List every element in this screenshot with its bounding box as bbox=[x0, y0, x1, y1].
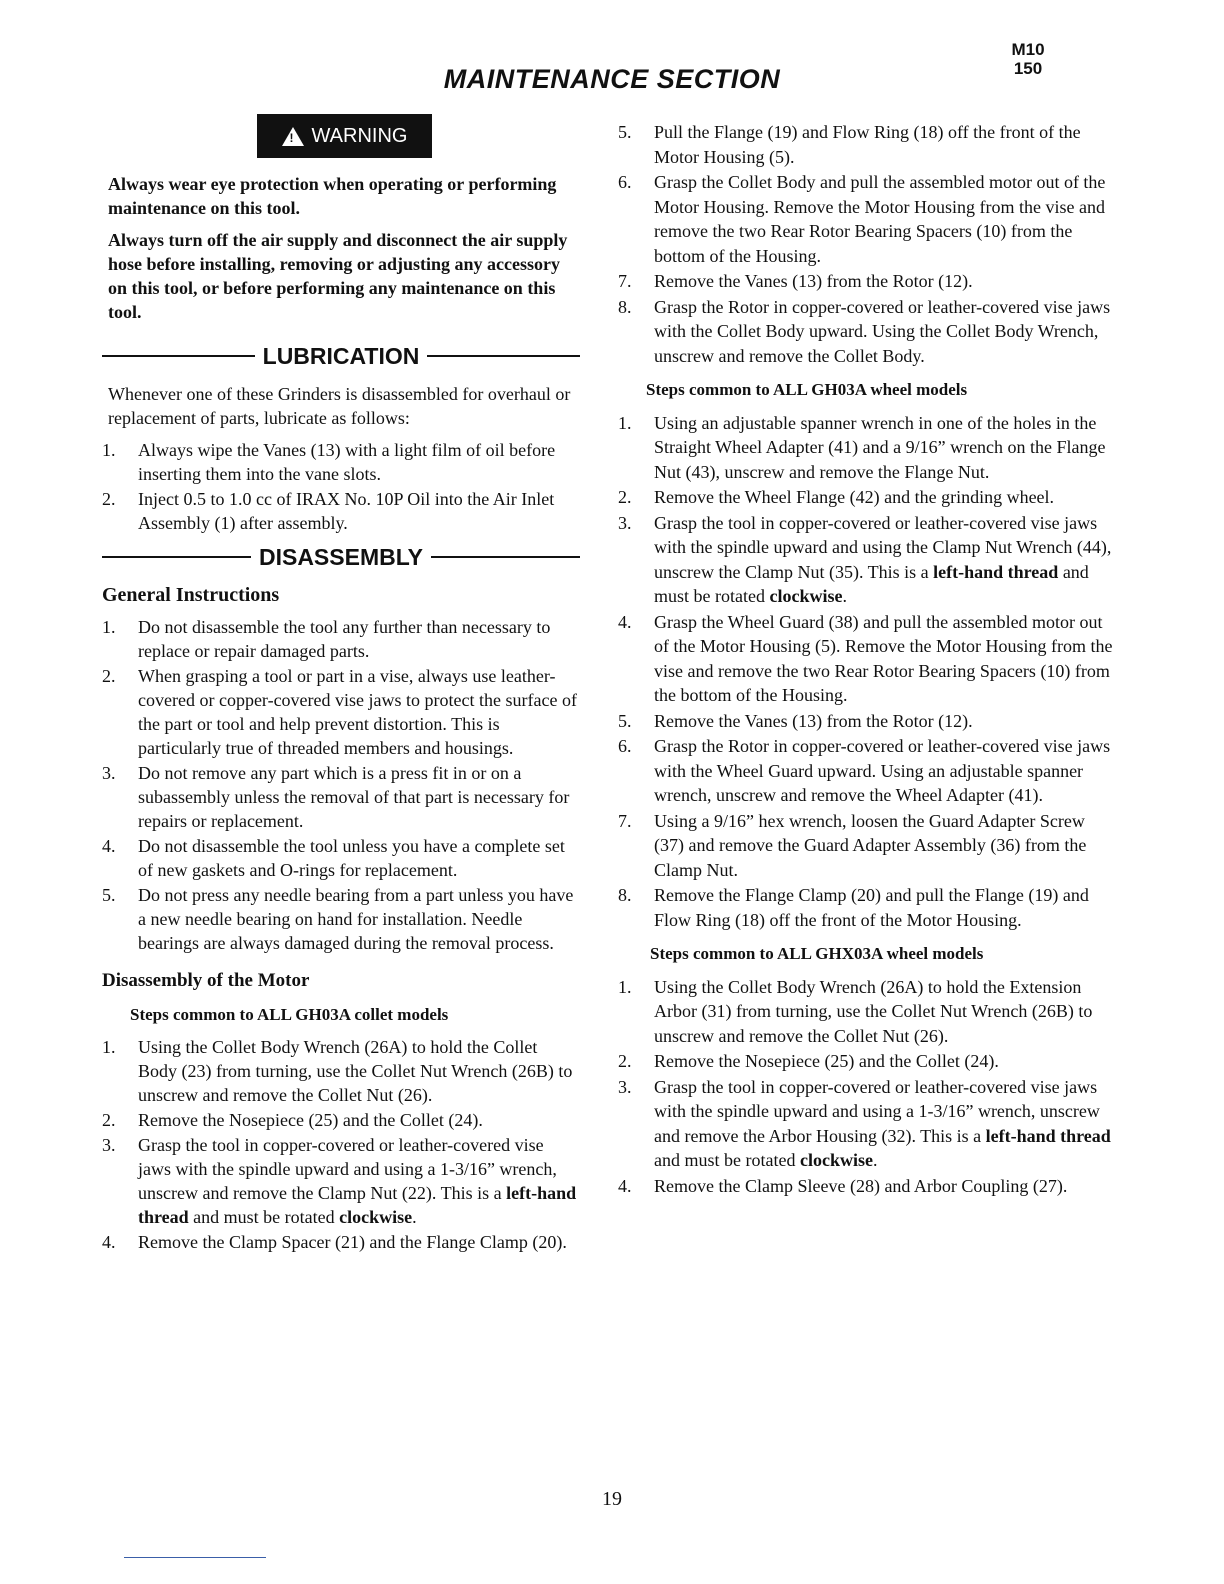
step-number: 2. bbox=[102, 1110, 116, 1130]
step-text: When grasping a tool or part in a vise, always use leather-covered or copper-covered vise jaws to protect the surface of the part or tool and help prevent distortion. This is particularly true of threaded members and housings. bbox=[138, 666, 577, 758]
ghx-wheel-models-heading: Steps common to ALL GHX03A wheel models bbox=[650, 944, 984, 963]
step-number: 8. bbox=[618, 296, 632, 317]
step-number: 4. bbox=[102, 1232, 116, 1252]
step-number: 5. bbox=[618, 122, 632, 142]
step-text-part: and must be rotated bbox=[188, 1207, 340, 1227]
step-number: 3. bbox=[102, 1135, 116, 1155]
step-text: Remove the Vanes (13) from the Rotor (12). bbox=[654, 710, 973, 731]
warning-label: WARNING bbox=[311, 125, 408, 147]
list-item bbox=[618, 734, 1118, 808]
collet-model-steps-continued bbox=[618, 120, 1118, 368]
step-text: Grasp the Rotor in copper-covered or leather-covered vise jaws with the Wheel Guard upward. Using an adjustable spanner wrench, unscrew and remove the Wheel Adapter (41). bbox=[654, 736, 1111, 805]
step-number: 2. bbox=[618, 1051, 632, 1071]
ghx-wheel-model-steps bbox=[618, 975, 1118, 1199]
warning-badge bbox=[257, 114, 432, 158]
step-number: 1. bbox=[102, 617, 116, 637]
step-number: 4. bbox=[618, 611, 632, 632]
section-title: MAINTENANCE SECTION bbox=[443, 64, 781, 94]
step-text: Using an adjustable spanner wrench in one of the holes in the Straight Wheel Adapter (41) and a 9/16” wrench on the Flange Nut (43), unscrew and remove the Flange Nut. bbox=[654, 412, 1106, 482]
step-text-part: . bbox=[842, 586, 847, 606]
list-item bbox=[618, 1049, 1118, 1074]
step-text: Using a 9/16” hex wrench, loosen the Guard Adapter Screw (37) and remove the Guard Adapter Assembly (36) from the Clamp Nut. bbox=[654, 810, 1087, 880]
step-text-part: Grasp the tool in copper-covered or leather-covered vise jaws with the spindle upward and using a 1-3/16” wrench, unscrew and remove the Arbor Housing (32). This is a bbox=[654, 1076, 1100, 1146]
warning-text-air-supply: Always turn off the air supply and disconnect the air supply hose before installing, removing or adjusting any accessory on this tool, or before performing any maintenance on this tool. bbox=[108, 230, 568, 322]
warning-text-eye-protection: Always wear eye protection when operating or performing maintenance on this tool. bbox=[108, 174, 557, 218]
step-number: 2. bbox=[102, 489, 116, 509]
step-number: 6. bbox=[618, 172, 632, 192]
list-item bbox=[618, 809, 1118, 883]
list-item bbox=[102, 883, 580, 955]
lubrication-steps bbox=[102, 438, 580, 535]
step-text: Using the Collet Body Wrench (26A) to hold the Extension Arbor (31) from turning, use the Collet Nut Wrench (26B) to unscrew and remove the Collet Nut (26). bbox=[654, 976, 1093, 1046]
list-item bbox=[618, 511, 1118, 609]
step-number: 1. bbox=[102, 1037, 116, 1057]
warning-triangle-icon: ! bbox=[282, 127, 304, 146]
emphasis-clockwise: clockwise bbox=[339, 1207, 413, 1227]
step-number: 1. bbox=[618, 976, 632, 997]
step-text-part: and must be rotated bbox=[654, 561, 1089, 606]
lubrication-heading-label: LUBRICATION bbox=[262, 343, 420, 369]
step-number: 1. bbox=[102, 440, 116, 460]
step-text-part: . bbox=[412, 1207, 417, 1227]
step-number: 2. bbox=[102, 666, 116, 686]
step-number: 3. bbox=[618, 512, 632, 533]
model-line-2: 150 bbox=[1013, 59, 1043, 78]
footer-divider bbox=[124, 1557, 266, 1558]
list-item bbox=[102, 1035, 580, 1107]
emphasis-left-hand-thread: left-hand thread bbox=[138, 1183, 577, 1227]
page-number: 19 bbox=[602, 1488, 622, 1510]
lubrication-intro: Whenever one of these Grinders is disassembled for overhaul or replacement of parts, lubricate as follows: bbox=[108, 384, 571, 428]
list-item bbox=[102, 761, 580, 833]
list-item bbox=[618, 295, 1118, 369]
step-number: 3. bbox=[618, 1076, 632, 1097]
step-text: Remove the Clamp Sleeve (28) and Arbor Coupling (27). bbox=[654, 1175, 1068, 1196]
heading-rule-right bbox=[427, 355, 580, 357]
step-text: Do not press any needle bearing from a part unless you have a new needle bearing on hand for installation. Needle bearings are always damaged during the removal process. bbox=[138, 885, 574, 953]
step-text: Remove the Nosepiece (25) and the Collet (24). bbox=[138, 1110, 483, 1130]
step-number: 7. bbox=[618, 271, 632, 291]
step-text: Always wipe the Vanes (13) with a light film of oil before inserting them into the vane slots. bbox=[138, 440, 556, 484]
list-item bbox=[102, 664, 580, 760]
step-number: 6. bbox=[618, 736, 632, 756]
step-text bbox=[138, 1133, 580, 1229]
step-text-part: and must be rotated bbox=[654, 1150, 800, 1170]
list-item bbox=[102, 1133, 580, 1229]
heading-rule-right bbox=[431, 556, 580, 558]
step-text: Remove the Nosepiece (25) and the Collet (24). bbox=[654, 1051, 999, 1071]
step-number: 5. bbox=[618, 710, 632, 731]
emphasis-left-hand-thread: left-hand thread bbox=[985, 1125, 1111, 1146]
step-text-part: Grasp the tool in copper-covered or leather-covered vise jaws with the spindle upward and using the Clamp Nut Wrench (44), unscrew the Clamp Nut (35). This is a bbox=[654, 512, 1112, 582]
step-text: Using the Collet Body Wrench (26A) to hold the Collet Body (23) from turning, use the Collet Nut Wrench (26B) to unscrew and remove the Collet Nut (26). bbox=[138, 1037, 573, 1105]
wheel-model-steps bbox=[618, 411, 1118, 933]
list-item bbox=[618, 883, 1118, 932]
step-text: Grasp the Collet Body and pull the assembled motor out of the Motor Housing. Remove the Motor Housing from the vise and remove the two Rear Rotor Bearing Spacers (10) from the bottom of the Housing. bbox=[654, 172, 1106, 266]
list-item bbox=[102, 487, 580, 535]
list-item bbox=[618, 411, 1118, 485]
list-item bbox=[102, 438, 580, 486]
step-number: 4. bbox=[618, 1175, 632, 1196]
step-text-part: Grasp the tool in copper-covered or leather-covered vise jaws with the spindle upward and using a 1-3/16” wrench, unscrew and remove the Clamp Nut (22). This is a bbox=[138, 1135, 557, 1203]
step-text: Inject 0.5 to 1.0 cc of IRAX No. 10P Oil into the Air Inlet Assembly (1) after assembly. bbox=[138, 489, 555, 533]
list-item bbox=[102, 615, 580, 663]
lubrication-heading bbox=[102, 344, 580, 368]
list-item bbox=[618, 1174, 1118, 1199]
collet-models-heading: Steps common to ALL GH03A collet models bbox=[130, 1005, 449, 1024]
list-item bbox=[618, 120, 1118, 169]
step-number: 4. bbox=[102, 836, 116, 856]
list-item bbox=[618, 269, 1118, 294]
disassembly-heading bbox=[102, 545, 580, 569]
step-text: Remove the Wheel Flange (42) and the grinding wheel. bbox=[654, 487, 1055, 507]
heading-rule-left bbox=[102, 355, 255, 357]
step-number: 2. bbox=[618, 487, 632, 507]
step-text: Grasp the Wheel Guard (38) and pull the assembled motor out of the Motor Housing (5). Remove the Motor Housing from the vise and remove the two Rear Rotor Bearing Spacers (10) from the bottom of the Housing. bbox=[654, 611, 1113, 705]
list-item bbox=[618, 1075, 1118, 1173]
collet-model-steps bbox=[102, 1035, 580, 1254]
list-item bbox=[102, 834, 580, 882]
emphasis-left-hand-thread: left-hand thread bbox=[933, 561, 1059, 582]
step-text: Do not disassemble the tool unless you have a complete set of new gaskets and O-rings for replacement. bbox=[138, 836, 565, 880]
step-text: Remove the Clamp Spacer (21) and the Flange Clamp (20). bbox=[138, 1232, 567, 1252]
step-text: Grasp the Rotor in copper-covered or leather-covered vise jaws with the Collet Body upward. Using the Collet Body Wrench, unscrew and remove the Collet Body. bbox=[654, 296, 1111, 366]
general-instructions-steps bbox=[102, 615, 580, 955]
step-text: Do not remove any part which is a press fit in or on a subassembly unless the removal of that part is necessary for repairs or replacement. bbox=[138, 763, 570, 831]
step-number: 8. bbox=[618, 885, 632, 905]
step-number: 1. bbox=[618, 412, 632, 433]
step-text bbox=[654, 511, 1118, 609]
left-column bbox=[102, 114, 580, 1255]
step-number: 5. bbox=[102, 885, 116, 905]
list-item bbox=[618, 485, 1118, 510]
list-item bbox=[102, 1108, 580, 1132]
model-line-1: M10 bbox=[1011, 40, 1045, 59]
step-text-part: . bbox=[872, 1150, 878, 1170]
list-item bbox=[618, 975, 1118, 1049]
heading-rule-left bbox=[102, 556, 251, 558]
step-text: Remove the Flange Clamp (20) and pull the Flange (19) and Flow Ring (18) off the front of the Motor Housing. bbox=[654, 885, 1089, 930]
step-text bbox=[654, 1075, 1118, 1173]
general-instructions-heading: General Instructions bbox=[102, 584, 280, 606]
wheel-models-heading: Steps common to ALL GH03A wheel models bbox=[646, 380, 968, 399]
step-number: 7. bbox=[618, 810, 632, 831]
list-item bbox=[102, 1230, 580, 1254]
list-item bbox=[618, 610, 1118, 708]
step-text: Remove the Vanes (13) from the Rotor (12). bbox=[654, 271, 973, 291]
motor-disassembly-heading: Disassembly of the Motor bbox=[102, 970, 310, 991]
emphasis-clockwise: clockwise bbox=[769, 586, 843, 606]
step-text: Pull the Flange (19) and Flow Ring (18) off the front of the Motor Housing (5). bbox=[654, 122, 1081, 167]
disassembly-heading-label: DISASSEMBLY bbox=[258, 544, 424, 570]
list-item bbox=[618, 709, 1118, 734]
emphasis-clockwise: clockwise bbox=[799, 1150, 873, 1170]
step-text: Do not disassemble the tool any further than necessary to replace or repair damaged parts. bbox=[138, 617, 551, 661]
right-column bbox=[618, 120, 1118, 1199]
list-item bbox=[618, 170, 1118, 268]
step-number: 3. bbox=[102, 763, 116, 783]
